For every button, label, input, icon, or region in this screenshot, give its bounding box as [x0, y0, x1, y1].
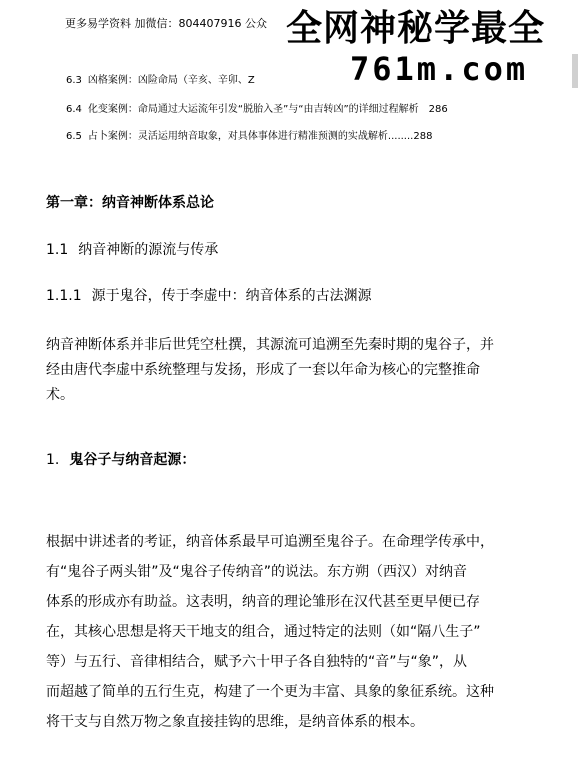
- paragraph-line: 在，其核心思想是将天干地支的组合，通过特定的法则（如“隔八生子”: [46, 624, 481, 640]
- paragraph-line: 等）与五行、音律相结合，赋予六十甲子各自独特的“音”与“象”，从: [46, 654, 468, 670]
- section-title: 纳音神断的源流与传承: [78, 242, 219, 258]
- paragraph-line: 将干支与自然万物之象直接挂钩的思维，是纳音体系的根本。: [46, 714, 424, 730]
- paragraph-line: 体系的形成亦有助益。这表明，纳音的理论雏形在汉代甚至更早便已存: [46, 594, 480, 610]
- watermark-bar: [572, 54, 578, 88]
- section-heading: [46, 239, 218, 259]
- item-heading: [46, 449, 195, 469]
- watermark-domain: 761m.com: [350, 50, 529, 88]
- subsection-heading: [46, 285, 372, 305]
- section-number: 1.1: [46, 242, 69, 258]
- chapter-heading: 第一章：纳音神断体系总论: [46, 195, 214, 211]
- body-paragraph: [46, 527, 556, 737]
- toc-entry-page: 288: [413, 131, 433, 142]
- toc-entry-text: 凶格案例：凶险命局（辛亥、辛卯、Z: [87, 75, 255, 86]
- paragraph-line: 纳音神断体系并非后世凭空杜撰，其源流可追溯至先秦时期的鬼谷子，并: [46, 337, 494, 353]
- subsection-number: 1.1.1: [46, 288, 82, 304]
- toc-entry: [66, 71, 255, 86]
- header-contact-note: 更多易学资料 加微信：804407916 公众: [65, 17, 267, 30]
- toc-entry-text: 化变案例：命局通过大运流年引发“脱胎入圣”与“由吉转凶”的详细过程解析: [87, 104, 419, 115]
- subsection-title: 源于鬼谷，传于李虚中：纳音体系的古法渊源: [91, 288, 372, 304]
- toc-entry-text: 占卜案例：灵活运用纳音取象，对具体事体进行精准预测的实战解析: [87, 131, 388, 142]
- watermark-title: 全网神秘学最全: [286, 8, 546, 49]
- toc-entry: [66, 100, 448, 115]
- item-title: 鬼谷子与纳音起源：: [69, 452, 196, 468]
- toc-entry-number: 6.5: [66, 131, 82, 142]
- paragraph-line: 术。: [46, 387, 74, 403]
- toc-entry-number: 6.4: [66, 104, 82, 115]
- watermark: [278, 0, 582, 100]
- paragraph-line: 经由唐代李虚中系统整理与发扬，形成了一套以年命为核心的完整推命: [46, 362, 480, 378]
- toc-entry: [66, 127, 432, 142]
- toc-entry-leader-dots: ........: [387, 131, 414, 142]
- paragraph-line: 而超越了简单的五行生克，构建了一个更为丰富、具象的象征系统。这种: [46, 684, 494, 700]
- paragraph-line: 有“鬼谷子两头钳”及“鬼谷子传纳音”的说法。东方朔（西汉）对纳音: [46, 564, 468, 580]
- paragraph-line: 根据中讲述者的考证，纳音体系最早可追溯至鬼谷子。在命理学传承中，: [46, 534, 494, 550]
- item-number: 1.: [46, 452, 60, 468]
- body-paragraph: [46, 333, 556, 408]
- toc-entry-number: 6.3: [66, 75, 82, 86]
- toc-entry-page: 286: [428, 104, 448, 115]
